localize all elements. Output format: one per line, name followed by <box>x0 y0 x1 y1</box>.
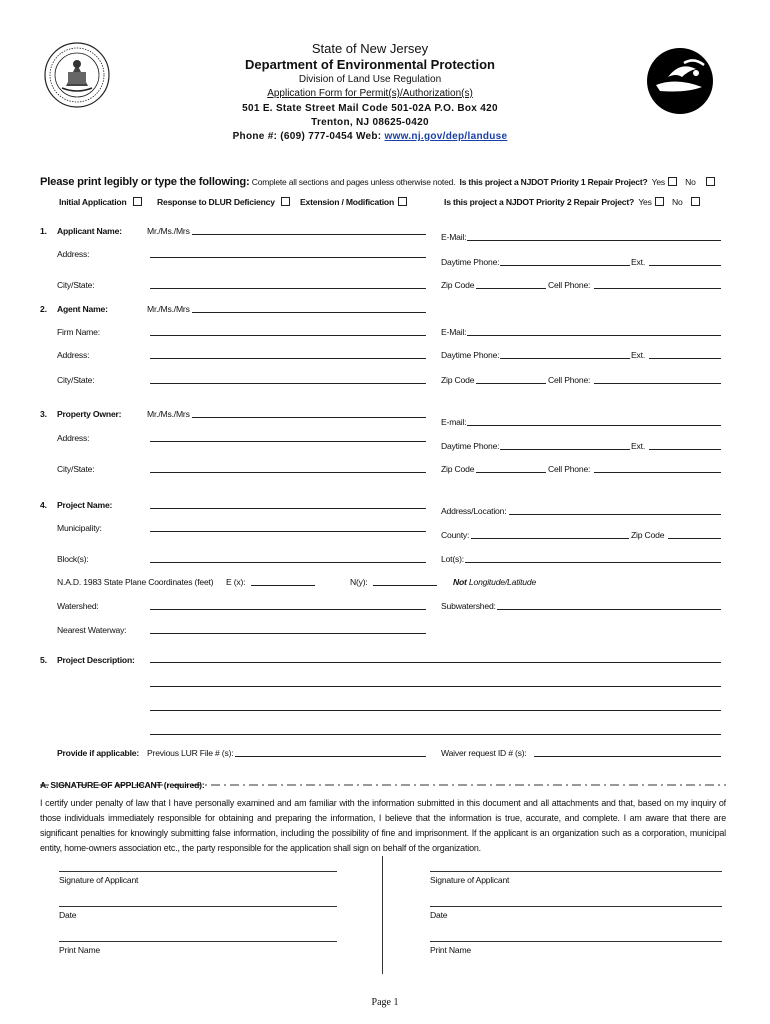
owner-name-field[interactable] <box>192 417 426 418</box>
priority1-no-checkbox[interactable] <box>706 177 715 186</box>
subwatershed-field[interactable] <box>497 609 721 610</box>
applicant-zip-field[interactable] <box>476 288 546 289</box>
section-2-title: Agent Name: <box>57 304 108 314</box>
priority1-no-label: No <box>685 177 696 187</box>
blocks-label: Block(s): <box>57 554 89 564</box>
lots-field[interactable] <box>465 562 721 563</box>
county-label: County: <box>441 530 470 540</box>
applicant-1-signature-label: Signature of Applicant <box>59 875 139 885</box>
project-address-field[interactable] <box>509 514 721 515</box>
applicant-phone-label: Daytime Phone: <box>441 257 500 267</box>
blocks-field[interactable] <box>150 562 426 563</box>
header-division: Division of Land Use Regulation <box>298 74 442 85</box>
municipality-label: Municipality: <box>57 523 102 533</box>
header-state: State of New Jersey <box>311 41 429 56</box>
instructions-main: Please print legibly or type the following: <box>40 176 250 188</box>
project-description-line-1[interactable] <box>150 662 721 663</box>
owner-ext-label: Ext. <box>631 441 646 451</box>
applicant-phone-field[interactable] <box>500 265 630 266</box>
agent-zip-label: Zip Code <box>441 375 475 385</box>
section-3-title: Property Owner: <box>57 409 122 419</box>
easting-field[interactable] <box>251 585 315 586</box>
signature-heading: A. SIGNATURE OF APPLICANT (required): <box>40 780 205 790</box>
owner-city-label: City/State: <box>57 464 95 474</box>
project-zip-label: Zip Code <box>631 530 665 540</box>
applicant-1-print-name-label: Print Name <box>59 945 100 955</box>
provide-if-applicable-label: Provide if applicable: <box>57 748 140 758</box>
priority1-yes-checkbox[interactable] <box>668 177 677 186</box>
applicant-2-signature-label: Signature of Applicant <box>430 875 510 885</box>
applicant-1-date-field[interactable] <box>59 906 337 907</box>
project-description-line-2[interactable] <box>150 686 721 687</box>
priority2-no-label: No <box>671 197 683 207</box>
header-address-1: 501 E. State Street Mail Code 501-02A P.O. Box 420 <box>242 103 498 114</box>
initial-application-label: Initial Application <box>59 197 127 207</box>
agent-zip-field[interactable] <box>476 383 546 384</box>
priority1-yes-label: Yes <box>651 177 665 187</box>
project-description-line-4[interactable] <box>150 734 721 735</box>
owner-phone-label: Daytime Phone: <box>441 441 500 451</box>
nad-coordinates-label: N.A.D. 1983 State Plane Coordinates (feet) <box>57 577 214 587</box>
county-field[interactable] <box>471 538 629 539</box>
response-deficiency-label: Response to DLUR Deficiency <box>157 197 275 207</box>
agent-ext-label: Ext. <box>631 350 646 360</box>
watershed-field[interactable] <box>150 609 426 610</box>
instructions-line <box>40 176 715 188</box>
owner-cell-label: Cell Phone: <box>548 464 591 474</box>
section-5-title: Project Description: <box>57 655 135 665</box>
priority2-yes-checkbox[interactable] <box>655 197 664 206</box>
section-4-number: 4. <box>40 500 47 510</box>
instructions-sub: Complete all sections and pages unless otherwise noted. <box>251 177 456 187</box>
agent-address-label: Address: <box>57 350 90 360</box>
nearest-waterway-field[interactable] <box>150 633 426 634</box>
header-phone-web <box>150 131 590 142</box>
project-address-label: Address/Location: <box>441 506 507 516</box>
applicant-city-field[interactable] <box>150 288 426 289</box>
project-zip-field[interactable] <box>668 538 721 539</box>
easting-label: E (x): <box>226 577 246 587</box>
agent-mrms-label: Mr./Ms./Mrs <box>147 304 190 314</box>
priority2-question: Is this project a NJDOT Priority 2 Repair Project? <box>444 197 635 207</box>
signature-divider <box>382 856 383 974</box>
municipality-field[interactable] <box>150 531 426 532</box>
priority2-yes-label: Yes <box>638 197 652 207</box>
priority2-no-checkbox[interactable] <box>691 197 700 206</box>
subwatershed-label: Subwatershed: <box>441 601 496 611</box>
northing-field[interactable] <box>373 585 437 586</box>
agent-phone-field[interactable] <box>500 358 630 359</box>
applicant-2-print-name-label: Print Name <box>430 945 471 955</box>
owner-mrms-label: Mr./Ms./Mrs <box>147 409 190 419</box>
not-lat-long-bold: Not <box>453 577 467 587</box>
applicant-1-date-label: Date <box>59 910 77 920</box>
lots-label: Lot(s): <box>441 554 464 564</box>
agent-firm-field[interactable] <box>150 335 426 336</box>
agent-city-label: City/State: <box>57 375 95 385</box>
applicant-ext-label: Ext. <box>631 257 646 267</box>
applicant-cell-field[interactable] <box>594 288 721 289</box>
initial-application-checkbox[interactable] <box>133 197 142 206</box>
certification-text: I certify under penalty of law that I have personally examined and am familiar with the information submitted in this document and all attachments and that, based on my inquiry of those individuals immediately responsible for obtaining and preparing the information, I believe that the information is true, accurate, and complete. I am aware that there are significant penalties for knowingly submitting false information, including the possibility of fine and imprisonment. If the applicant is an organization such as a corporation, municipal entity, home-owners association etc., the party responsible for the application shall sign on behalf of the organization. <box>40 798 726 853</box>
extension-modification-option <box>300 197 407 207</box>
agent-ext-field[interactable] <box>649 358 721 359</box>
owner-zip-field[interactable] <box>476 472 546 473</box>
response-deficiency-option <box>157 197 290 207</box>
agent-city-field[interactable] <box>150 383 426 384</box>
not-lat-long-note <box>453 577 536 587</box>
previous-lur-label: Previous LUR File # (s): <box>147 748 234 758</box>
page-number: Page 1 <box>371 997 399 1008</box>
header-form-title: Application Form for Permit(s)/Authorization(s) <box>267 88 473 99</box>
applicant-ext-field[interactable] <box>649 265 721 266</box>
priority2-line <box>444 197 700 207</box>
agent-cell-label: Cell Phone: <box>548 375 591 385</box>
applicant-city-label: City/State: <box>57 280 95 290</box>
not-lat-long-text: Longitude/Latitude <box>466 577 537 587</box>
response-deficiency-checkbox[interactable] <box>281 197 290 206</box>
applicant-email-field[interactable] <box>467 240 721 241</box>
project-description-line-3[interactable] <box>150 710 721 711</box>
owner-email-label: E-mail: <box>441 417 467 427</box>
header-address-2: Trenton, NJ 08625-0420 <box>311 117 429 128</box>
section-1-number: 1. <box>40 226 47 236</box>
extension-modification-label: Extension / Modification <box>300 197 395 207</box>
nearest-waterway-label: Nearest Waterway: <box>57 625 127 635</box>
nj-state-seal <box>44 42 110 108</box>
owner-phone-field[interactable] <box>500 449 630 450</box>
section-1-title: Applicant Name: <box>57 226 122 236</box>
agent-cell-field[interactable] <box>594 383 721 384</box>
header-phone: Phone #: (609) 777-0454 Web: <box>232 131 385 142</box>
owner-ext-field[interactable] <box>649 449 721 450</box>
owner-cell-field[interactable] <box>594 472 721 473</box>
applicant-2-date-field[interactable] <box>430 906 722 907</box>
agent-address-field[interactable] <box>150 358 426 359</box>
watershed-label: Watershed: <box>57 601 99 611</box>
applicant-name-field[interactable] <box>192 234 426 235</box>
section-4-title: Project Name: <box>57 500 113 510</box>
applicant-address-field[interactable] <box>150 257 426 258</box>
applicant-zip-label: Zip Code <box>441 280 475 290</box>
applicant-address-label: Address: <box>57 249 90 259</box>
applicant-2-date-label: Date <box>430 910 448 920</box>
owner-address-label: Address: <box>57 433 90 443</box>
agent-phone-label: Daytime Phone: <box>441 350 500 360</box>
section-2-number: 2. <box>40 304 47 314</box>
owner-address-field[interactable] <box>150 441 426 442</box>
agent-firm-label: Firm Name: <box>57 327 100 337</box>
dep-logo <box>646 47 714 115</box>
section-separator <box>40 773 726 775</box>
section-3-number: 3. <box>40 409 47 419</box>
agent-email-label: E-Mail: <box>441 327 467 337</box>
agent-email-field[interactable] <box>467 335 721 336</box>
owner-email-field[interactable] <box>467 425 721 426</box>
initial-application-option <box>59 197 142 207</box>
northing-label: N(y): <box>350 577 368 587</box>
waiver-request-label: Waiver request ID # (s): <box>441 748 527 758</box>
owner-city-field[interactable] <box>150 472 426 473</box>
waiver-request-field[interactable] <box>534 756 721 757</box>
header-web-link[interactable]: www.nj.gov/dep/landuse <box>384 131 508 142</box>
applicant-1-signature-field[interactable] <box>59 871 337 872</box>
priority1-question: Is this project a NJDOT Priority 1 Repair Project? <box>459 177 648 187</box>
applicant-1-print-name-field[interactable] <box>59 941 337 942</box>
applicant-cell-label: Cell Phone: <box>548 280 591 290</box>
applicant-mrms-label: Mr./Ms./Mrs <box>147 226 190 236</box>
extension-modification-checkbox[interactable] <box>398 197 407 206</box>
header-department: Department of Environmental Protection <box>245 57 495 72</box>
applicant-2-signature-field[interactable] <box>430 871 722 872</box>
previous-lur-field[interactable] <box>235 756 426 757</box>
applicant-2-print-name-field[interactable] <box>430 941 722 942</box>
owner-zip-label: Zip Code <box>441 464 475 474</box>
project-name-field[interactable] <box>150 508 426 509</box>
section-5-number: 5. <box>40 655 47 665</box>
applicant-email-label: E-Mail: <box>441 232 467 242</box>
agent-name-field[interactable] <box>192 312 426 313</box>
